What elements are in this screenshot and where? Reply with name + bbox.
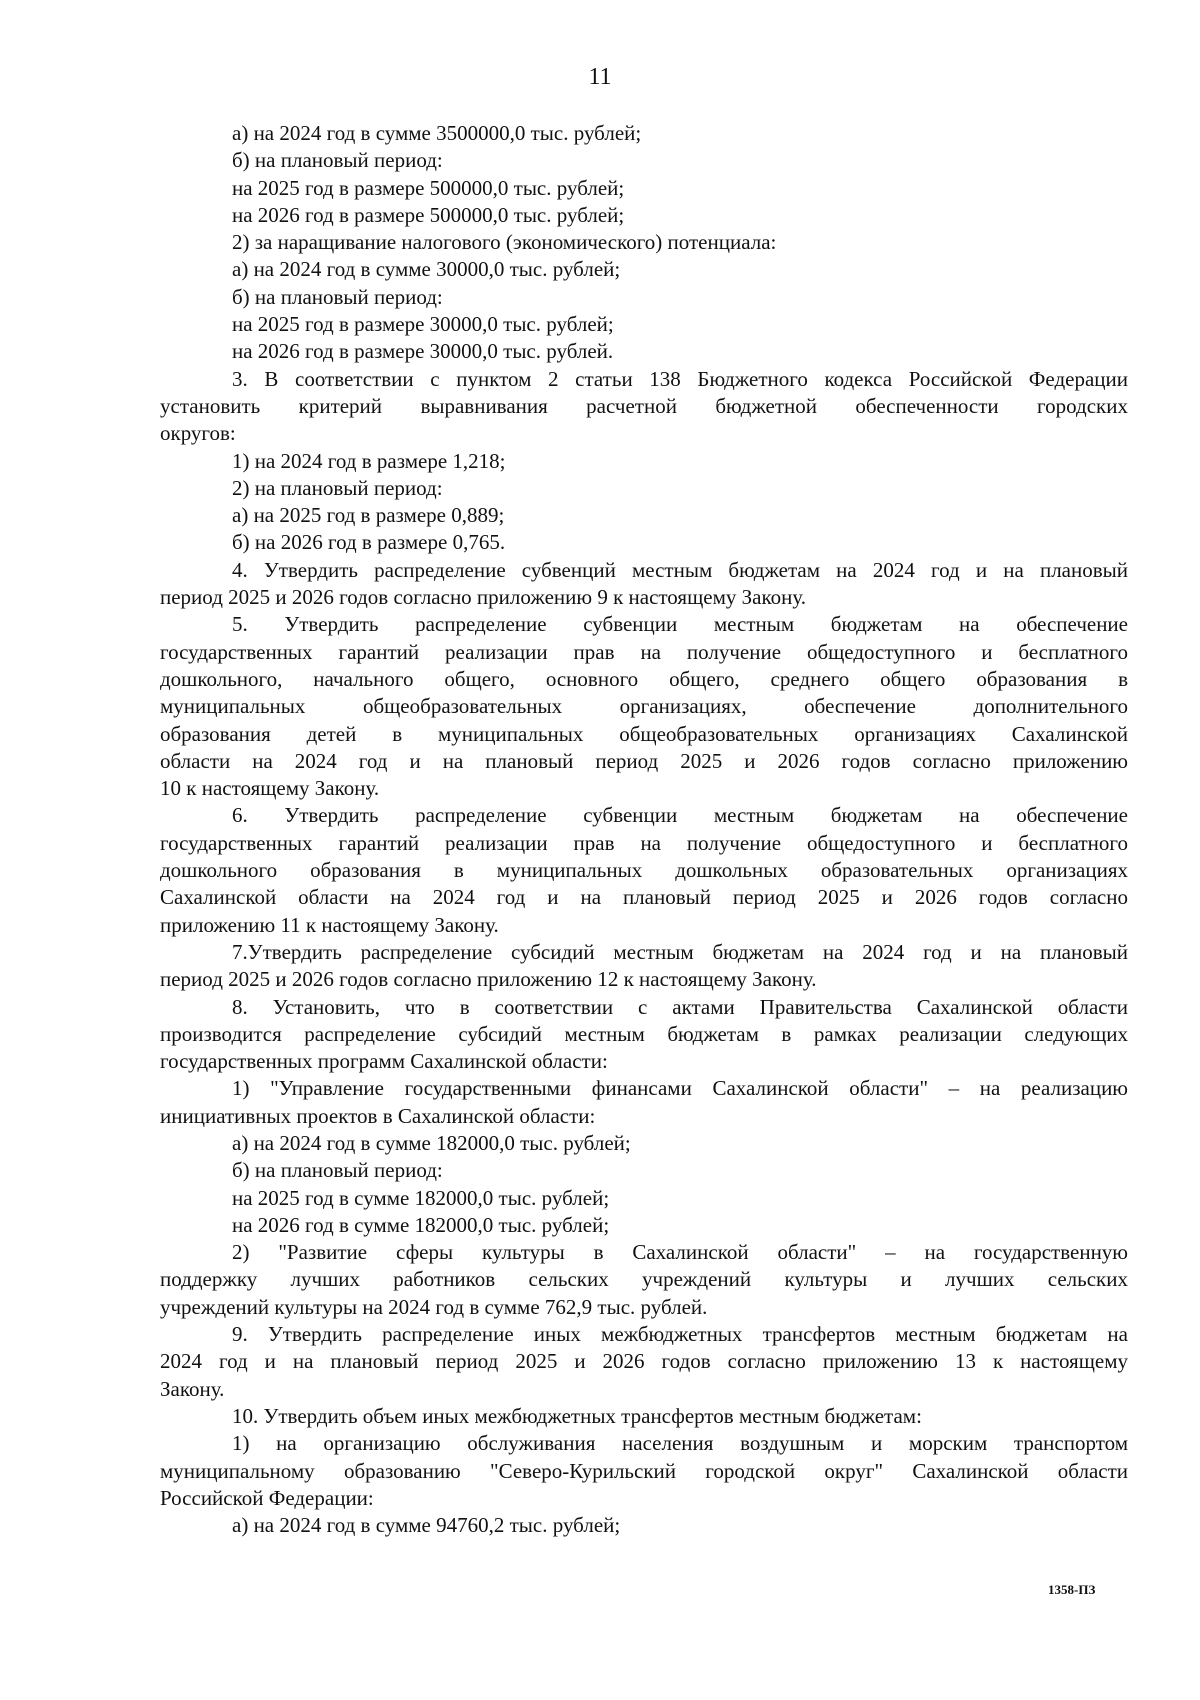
- text-line: б) на 2026 год в размере 0,765.: [232, 530, 506, 555]
- text-line: на 2025 год в сумме 182000,0 тыс. рублей;: [232, 1185, 610, 1210]
- text-line: а) на 2025 год в размере 0,889;: [232, 503, 505, 528]
- page-number: 11: [588, 64, 612, 90]
- text-line: на 2025 год в размере 500000,0 тыс. рублей;: [232, 175, 625, 200]
- text-line: на 2026 год в размере 500000,0 тыс. рублей;: [232, 202, 625, 227]
- text-line: 5. Утвердить распределение субвенции местным бюджетам на обеспечение: [232, 612, 1128, 637]
- text-line: учреждений культуры на 2024 год в сумме 762,9 тыс. рублей.: [160, 1294, 708, 1319]
- text-line: 10. Утвердить объем иных межбюджетных трансфертов местным бюджетам:: [232, 1403, 922, 1428]
- text-line: государственных гарантий реализации прав на получение общедоступного и бесплатного: [160, 639, 1128, 664]
- text-line: а) на 2024 год в сумме 182000,0 тыс. рублей;: [232, 1130, 631, 1155]
- text-line: инициативных проектов в Сахалинской области:: [160, 1103, 596, 1128]
- text-line: 1) на 2024 год в размере 1,218;: [232, 448, 506, 473]
- text-line: на 2026 год в сумме 182000,0 тыс. рублей;: [232, 1212, 610, 1237]
- text-line: 1) на организацию обслуживания населения воздушным и морским транспортом: [232, 1431, 1128, 1456]
- text-line: а) на 2024 год в сумме 30000,0 тыс. рублей;: [232, 257, 621, 282]
- text-line: дошкольного, начального общего, основного общего, среднего общего образования в: [160, 666, 1128, 691]
- text-line: установить критерий выравнивания расчетной бюджетной обеспеченности городских: [160, 393, 1128, 418]
- text-line: приложению 11 к настоящему Закону.: [160, 912, 499, 937]
- text-line: на 2026 год в размере 30000,0 тыс. рублей.: [232, 339, 614, 364]
- text-line: дошкольного образования в муниципальных дошкольных образовательных организациях: [160, 858, 1128, 883]
- text-line: Закону.: [160, 1376, 225, 1401]
- document-body: [160, 120, 1128, 1539]
- text-line: период 2025 и 2026 годов согласно приложению 12 к настоящему Закону.: [160, 967, 817, 992]
- text-line: Сахалинской области на 2024 год и на плановый период 2025 и 2026 годов согласно: [160, 885, 1128, 910]
- text-line: 6. Утвердить распределение субвенции местным бюджетам на обеспечение: [232, 803, 1128, 828]
- text-line: 3. В соответствии с пунктом 2 статьи 138 Бюджетного кодекса Российской Федерации: [232, 366, 1128, 391]
- text-line: 4. Утвердить распределение субвенций местным бюджетам на 2024 год и на плановый: [232, 557, 1128, 582]
- text-line: Российской Федерации:: [160, 1485, 374, 1510]
- text-line: образования детей в муниципальных общеобразовательных организациях Сахалинской: [160, 721, 1128, 746]
- text-line: муниципальному образованию "Северо-Курильский городской округ" Сахалинской области: [160, 1458, 1128, 1483]
- text-line: 7.Утвердить распределение субсидий местным бюджетам на 2024 год и на плановый: [232, 939, 1128, 964]
- text-line: области на 2024 год и на плановый период 2025 и 2026 годов согласно приложению: [160, 748, 1128, 773]
- text-line: 1) "Управление государственными финансами Сахалинской области" – на реализацию: [232, 1076, 1128, 1101]
- text-line: период 2025 и 2026 годов согласно приложению 9 к настоящему Закону.: [160, 585, 806, 610]
- text-line: государственных гарантий реализации прав на получение общедоступного и бесплатного: [160, 830, 1128, 855]
- text-line: 2) на плановый период:: [232, 475, 443, 500]
- text-line: 9. Утвердить распределение иных межбюджетных трансфертов местным бюджетам на: [232, 1322, 1128, 1347]
- text-line: а) на 2024 год в сумме 94760,2 тыс. рублей;: [232, 1513, 621, 1538]
- text-line: производится распределение субсидий местным бюджетам в рамках реализации следующих: [160, 1021, 1128, 1046]
- text-line: б) на плановый период:: [232, 1158, 443, 1183]
- text-line: муниципальных общеобразовательных организациях, обеспечение дополнительного: [160, 694, 1128, 719]
- text-line: а) на 2024 год в сумме 3500000,0 тыс. рублей;: [232, 121, 642, 145]
- text-line: б) на плановый период:: [232, 284, 443, 309]
- text-line: 2) за наращивание налогового (экономического) потенциала:: [232, 230, 777, 255]
- text-line: 2024 год и на плановый период 2025 и 2026 годов согласно приложению 13 к настоящему: [160, 1349, 1128, 1374]
- text-line: округов:: [160, 421, 236, 446]
- document-code: 1358-ПЗ: [1048, 1582, 1096, 1597]
- text-line: поддержку лучших работников сельских учреждений культуры и лучших сельских: [160, 1267, 1128, 1292]
- text-line: б) на плановый период:: [232, 148, 443, 173]
- text-line: 10 к настоящему Закону.: [160, 776, 380, 801]
- text-line: 8. Установить, что в соответствии с актами Правительства Сахалинской области: [232, 994, 1128, 1019]
- text-line: на 2025 год в размере 30000,0 тыс. рублей;: [232, 312, 614, 337]
- text-line: 2) "Развитие сферы культуры в Сахалинской области" – на государственную: [232, 1240, 1128, 1265]
- text-line: государственных программ Сахалинской области:: [160, 1049, 608, 1074]
